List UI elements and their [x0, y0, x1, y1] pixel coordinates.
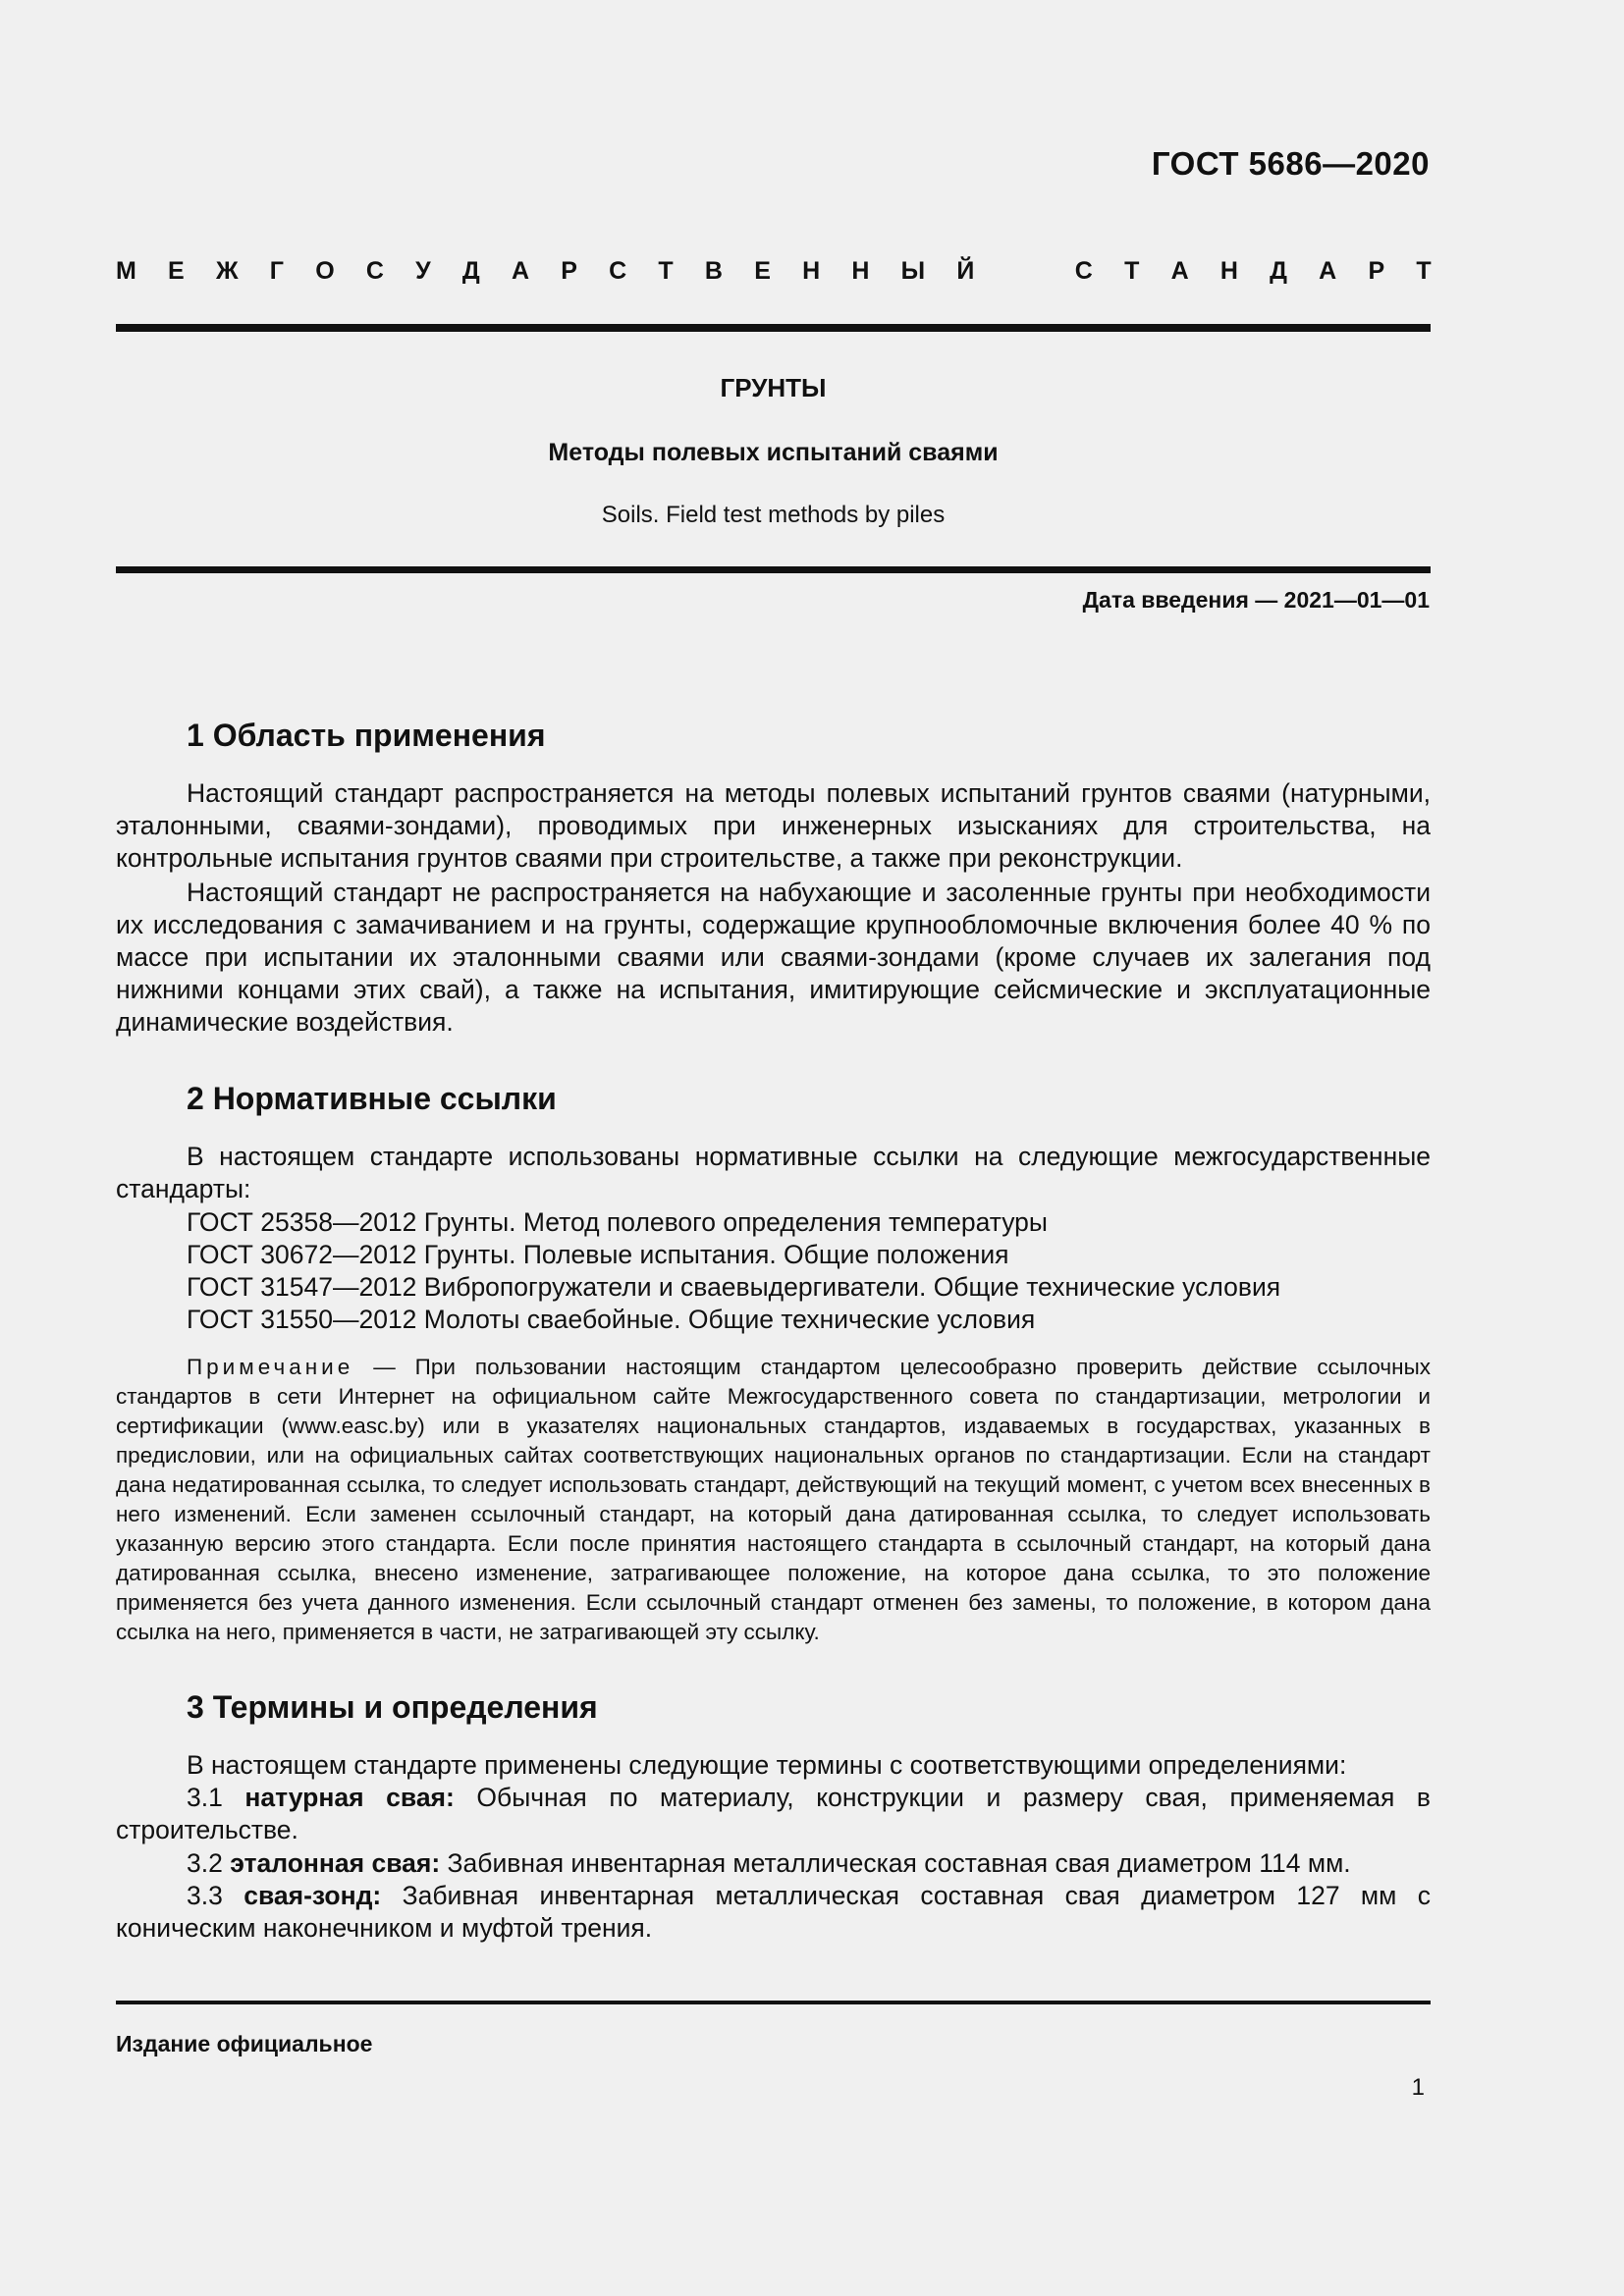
banner-letter: Г — [269, 257, 284, 285]
term-definition — [116, 1782, 1431, 1846]
term-text: Обычная по материалу, конструкции и размеру свая, применяемая в строительстве. — [116, 1783, 1431, 1844]
banner-letter: Т — [1124, 257, 1140, 285]
standard-designation: ГОСТ 5686—2020 — [1151, 145, 1430, 182]
banner-word-gap — [1006, 257, 1044, 286]
section-1-paragraph-2: Настоящий стандарт не распространяется на набухающие и засоленные грунты при необходимости их исследования с замачиванием и на грунты, содержащие крупнообломочные включения более 40 % по массе при испытании их эталонными сваями или сваями-зондами (кроме случаев их залегания под нижними концами этих свай), а также на испытания, имитирующие сейсмические и эксплуатационные динамические воздействия. — [116, 878, 1431, 1037]
banner-letter: Ы — [900, 257, 926, 285]
section-1-heading: 1 Область применения — [187, 718, 546, 753]
term-name: эталонная свая: — [230, 1848, 441, 1878]
banner-letter: Р — [1368, 257, 1385, 285]
banner-letter: В — [704, 257, 723, 285]
banner-letter: М — [116, 257, 136, 285]
interstate-standard-banner — [116, 257, 1432, 286]
banner-letter: С — [1074, 257, 1093, 285]
banner-letter: Н — [802, 257, 821, 285]
introduction-date: Дата введения — 2021—01—01 — [1082, 587, 1430, 613]
term-number: 3.3 — [187, 1881, 244, 1910]
document-title: ГРУНТЫ — [720, 373, 827, 402]
banner-letter: Д — [1270, 257, 1287, 285]
banner-letter: Н — [1219, 257, 1238, 285]
note-text: При пользовании настоящим стандартом целесообразно проверить действие ссылочных стандартов в сети Интернет на официальном сайте Межгосударственного совета по стандартизации, метрологии и сертификации (www.easc.by) или в указателях национальных стандартов, издаваемых в государствах, указанных в предисловии, или на официальных сайтах соответствующих национальных органов по стандартизации. Если на стандарт дана недатированная ссылка, то следует использовать стандарт, действующий на текущий момент, с учетом всех внесенных в него изменений. Если заменен ссылочный стандарт, на который дана датированная ссылка, то следует использовать указанную версию этого стандарта. Если после принятия настоящего стандарта в ссылочный стандарт, на который дана датированная ссылка, внесено изменение, затрагивающее положение, на которое дана ссылка, то это положение применяется без учета данного изменения. Если ссылочный стандарт отменен без замены, то положение, в котором дана ссылка на него, применяется в части, не затрагивающей эту ссылку. — [116, 1355, 1431, 1644]
banner-letter: Р — [561, 257, 577, 285]
banner-letter: Т — [658, 257, 674, 285]
official-edition-label: Издание официальное — [116, 2031, 373, 2056]
banner-letter: Ж — [215, 257, 239, 285]
banner-letter: С — [365, 257, 384, 285]
banner-letter: А — [1170, 257, 1189, 285]
term-number: 3.1 — [187, 1783, 245, 1812]
section-3-intro: В настоящем стандарте применены следующие термины с соответствующими определениями: — [187, 1750, 1347, 1780]
banner-letter: Т — [1416, 257, 1432, 285]
normative-reference: ГОСТ 31550—2012 Молоты сваебойные. Общие технические условия — [187, 1305, 1036, 1334]
note-dash: — — [353, 1355, 415, 1379]
banner-letter: А — [511, 257, 530, 285]
banner-letter: Е — [168, 257, 185, 285]
banner-letter: У — [415, 257, 431, 285]
banner-letter: А — [1319, 257, 1337, 285]
document-subtitle: Методы полевых испытаний сваями — [548, 439, 999, 466]
title-rule — [116, 566, 1431, 573]
banner-letter: С — [609, 257, 627, 285]
term-definition — [116, 1847, 1431, 1880]
page-number: 1 — [1411, 2074, 1425, 2101]
document-title-english: Soils. Field test methods by piles — [601, 502, 946, 528]
banner-letter: Д — [461, 257, 480, 285]
reference-note — [116, 1353, 1431, 1647]
footer-rule — [116, 2001, 1431, 2004]
banner-letter: Й — [956, 257, 975, 285]
section-2-heading: 2 Нормативные ссылки — [187, 1081, 557, 1116]
term-text: Забивная инвентарная металлическая составная свая диаметром 114 мм. — [440, 1848, 1351, 1878]
section-2-intro: В настоящем стандарте использованы нормативные ссылки на следующие межгосударственные стандарты: — [116, 1142, 1431, 1203]
term-number: 3.2 — [187, 1848, 231, 1878]
banner-letter: Н — [851, 257, 870, 285]
normative-reference: ГОСТ 30672—2012 Грунты. Полевые испытания. Общие положения — [187, 1240, 1009, 1269]
header-rule — [116, 324, 1431, 332]
term-name: натурная свая: — [244, 1783, 455, 1812]
section-3-heading: 3 Термины и определения — [187, 1689, 598, 1725]
normative-reference: ГОСТ 31547—2012 Вибропогружатели и сваевыдергиватели. Общие технические условия — [187, 1272, 1281, 1302]
term-definition — [116, 1880, 1431, 1945]
section-1-paragraph-1: Настоящий стандарт распространяется на методы полевых испытаний грунтов сваями (натурными, эталонными, сваями-зондами), проводимых при инженерных изысканиях для строительства, на контрольные испытания грунтов сваями при строительстве, а также при реконструкции. — [116, 778, 1431, 873]
term-text: Забивная инвентарная металлическая составная свая диаметром 127 мм с коническим наконечником и муфтой трения. — [116, 1881, 1431, 1943]
note-label: Примечание — [187, 1355, 354, 1379]
banner-letter: О — [315, 257, 335, 285]
banner-letter: Е — [754, 257, 771, 285]
normative-reference: ГОСТ 25358—2012 Грунты. Метод полевого определения температуры — [187, 1207, 1048, 1237]
term-name: свая-зонд: — [244, 1881, 382, 1910]
